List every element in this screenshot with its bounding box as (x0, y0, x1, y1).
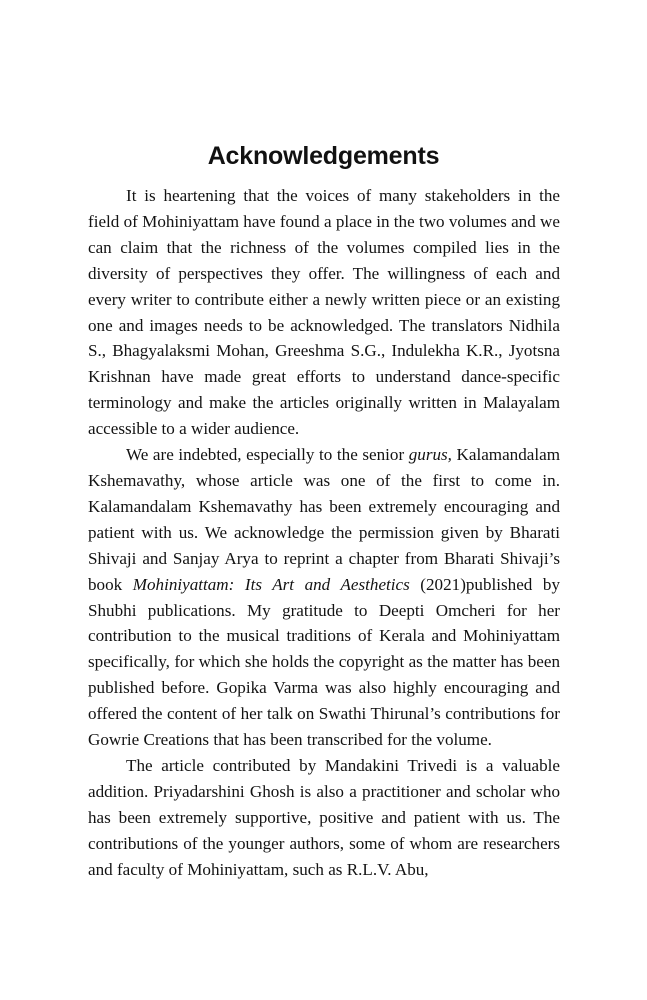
text-run: Kalamandalam Kshemavathy, whose article was one of the first to come in. Kalamandalam Kshemavathy has been extremely encouraging and patient with us. We acknowledge the permission given by Bharati Shivaji and Sanjay Arya to reprint a chapter from Bharati Shivaji’s book (88, 445, 560, 594)
page-title: Acknowledgements (207, 141, 440, 170)
text-run: We are indebted, especially to the senior (126, 445, 409, 465)
italic-run: gurus, (408, 445, 452, 465)
italic-run: Mohiniyattam: Its Art and Aesthetics (132, 574, 410, 594)
text-run: The article contributed by Mandakini Trivedi is a valuable addition. Priyadarshini Ghosh is also a practitioner and scholar who has been extremely supportive, positive and patient with us. The contributions of the younger authors, some of whom are researchers and faculty of Mohiniyattam, such as R.L.V. Abu, (88, 755, 560, 879)
paragraph-3 (88, 753, 560, 883)
body-text-block (88, 183, 560, 882)
paragraph-1 (88, 183, 560, 442)
text-run: It is heartening that the voices of many stakeholders in the field of Mohiniyattam have found a place in the two volumes and we can claim that the richness of the volumes compiled lies in the diversity of perspectives they offer. The willingness of each and every writer to contribute either a newly written piece or an existing one and images needs to be acknowledged. The translators Nidhila S., Bhagyalaksmi Mohan, Greeshma S.G., Indulekha K.R., Jyotsna Krishnan have made great efforts to understand dance-specific terminology and make the articles originally written in Malayalam accessible to a wider audience. (88, 186, 560, 439)
text-run: (2021)published by Shubhi publications. My gratitude to Deepti Omcheri for her contribution to the musical traditions of Kerala and Mohiniyattam specifically, for which she holds the copyright as the matter has been published before. Gopika Varma was also highly encouraging and offered the content of her talk on Swathi Thirunal’s contributions for Gowrie Creations that has been transcribed for the volume. (88, 574, 560, 750)
paragraph-2 (88, 442, 560, 753)
